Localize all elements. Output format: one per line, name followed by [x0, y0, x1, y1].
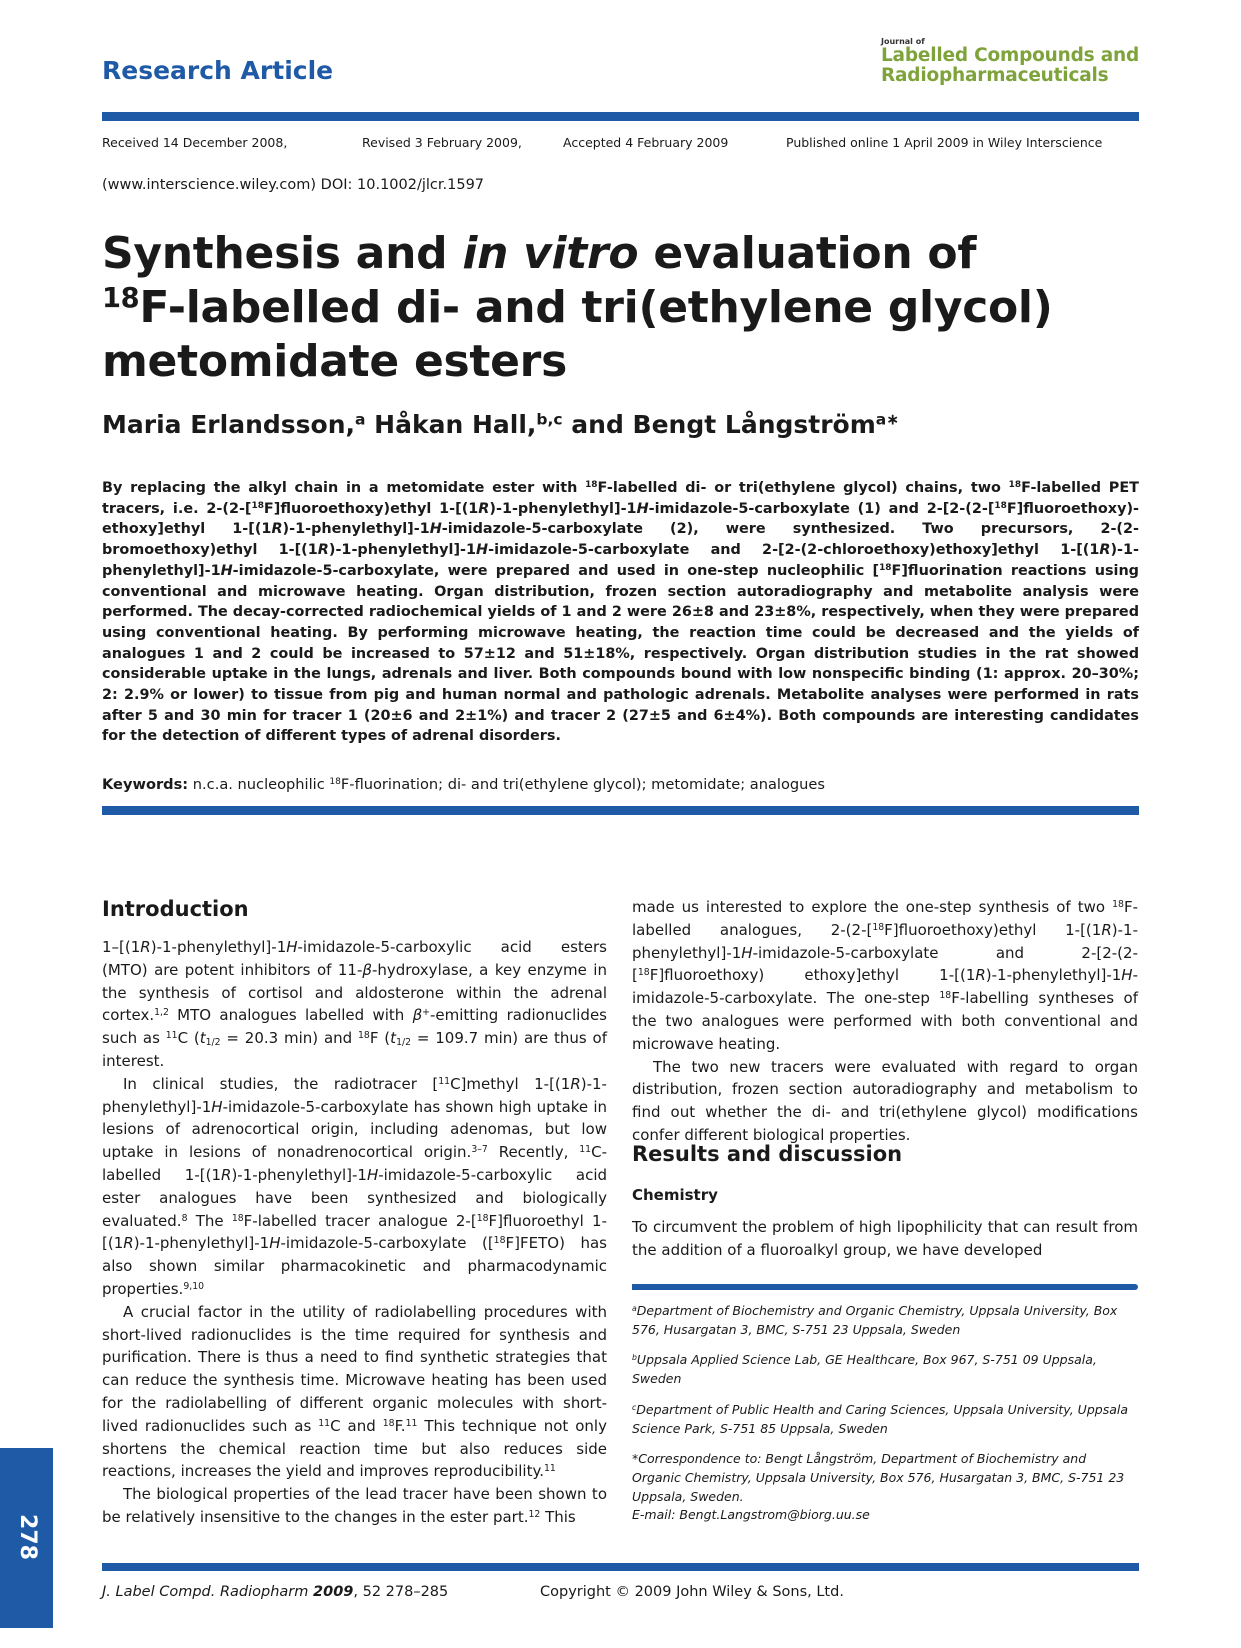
abstract-rule — [102, 806, 1139, 815]
chemistry-text: To circumvent the problem of high lipophilicity that can result from the addition of a fluoroalkyl group, we have developed — [632, 1218, 1138, 1259]
doi[interactable]: (www.interscience.wiley.com) DOI: 10.1002/jlcr.1597 — [102, 177, 485, 193]
page-number: 278 — [15, 1514, 40, 1560]
affiliations — [632, 1302, 1138, 1525]
affiliations-rule — [632, 1284, 1138, 1290]
introduction-text: 1–[(1R)-1-phenylethyl]-1H-imidazole-5-carboxylic acid esters (MTO) are potent inhibitors of 11-β-hydroxylase, a key enzyme in the synthesis of cortisol and aldosterone within the adrenal cortex.$^{1,2}$ MTO analogues labelled with β+-emitting radionuclides such as $^{11}$C ($t_{1/2} = 20.3$ min) and $^{18}$F ($t_{1/2} = 109.7$ min) are thus of interest. In clinical studies, the radiotracer [$^{11}$C]methyl 1-[(1R)-1-phenylethyl]-1H-imidazole-5-carboxylate has shown high uptake in lesions of adrenocortical origin, including adenomas, but low uptake in lesions of nonadrenocortical origin.$^{3-7}$ Recently, $^{11}$C-labelled 1-[(1R)-1-phenylethyl]-1H-imidazole-5-carboxylic acid ester analogues have been synthesized and biologically evaluated.$^8$ The $^{18}$F-labelled tracer analogue 2-[$^{18}$F]fluoroethyl 1-[(1R)-1-phenylethyl]-1H-imidazole-5-carboxylate ([$^{18}$F]FETO) has also shown similar pharmacokinetic and pharmacodynamic properties.$^{9,10}$ A crucial factor in the utility of radiolabelling procedures with short-lived radionuclides is the time required for synthesis and purification. There is thus a need to find synthetic strategies that can reduce the synthesis time. Microwave heating has been used for the radiolabelling of different organic molecules with short-lived radionuclides such as $^{11}$C and $^{18}$F.$^{11}$ This technique not only shortens the chemical reaction time but also reduces side reactions, increases the yield and improves reproducibility.$^{11}$ The biological properties of the lead tracer have been shown to be relatively insensitive to the changes in the ester part.$^{12}$ This — [102, 938, 608, 1526]
correspondence-email[interactable]: E-mail: Bengt.Langstrom@biorg.uu.se — [632, 1507, 870, 1523]
correspondence: *Correspondence to: Bengt Långström, Department of Biochemistry and Organic Chemistry, Uppsala University, Box 576, Husargatan 3, BMC, S-751 23 Uppsala, Sweden. — [632, 1451, 1125, 1504]
header-rule — [102, 112, 1139, 121]
affiliation-a: $^a$Department of Biochemistry and Organic Chemistry, Uppsala University, Box 576, Husargatan 3, BMC, S-751 23 Uppsala, Sweden — [632, 1303, 1118, 1337]
journal-logo-line1: Labelled Compounds and — [880, 45, 1139, 66]
affiliation-c: $^c$Department of Public Health and Caring Sciences, Uppsala University, Uppsala Science Park, S-751 85 Uppsala, Sweden — [632, 1401, 1128, 1436]
section-heading-results: Results and discussion — [632, 1142, 903, 1166]
keywords: Keywords: n.c.a. nucleophilic $^{18}$F-fluorination; di- and tri(ethylene glycol); metomidate; analogues — [102, 776, 825, 793]
footer-copyright: Copyright © 2009 John Wiley & Sons, Ltd. — [540, 1584, 844, 1600]
affiliation-b: $^b$Uppsala Applied Science Lab, GE Healthcare, Box 967, S-751 09 Uppsala, Sweden — [632, 1352, 1097, 1387]
footer-rule — [102, 1563, 1139, 1571]
subsection-heading-chemistry: Chemistry — [632, 1186, 718, 1204]
published-date: Published online 1 April 2009 in Wiley Interscience — [786, 135, 1103, 150]
section-heading-introduction: Introduction — [102, 897, 249, 921]
authors: Maria Erlandsson,$^a$ Håkan Hall,$^{b,c}$ and Bengt Långström$^{a∗}$ — [102, 410, 900, 439]
introduction-text-continued: made us interested to explore the one-step synthesis of two $^{18}$F-labelled analogues, 2-(2-[$^{18}$F]fluoroethoxy)ethyl 1-[(1R)-1-phenylethyl]-1H-imidazole-5-carboxylate and 2-[2-(2-[$^{18}$F]fluoroethoxy) ethoxy]ethyl 1-[(1R)-1-phenylethyl]-1H-imidazole-5-carboxylate. The one-step $^{18}$F-labelling syntheses of the two analogues were performed with both conventional and microwave heating. The two new tracers were evaluated with regard to organ distribution, frozen section autoradiography and metabolism to find out whether the di- and tri(ethylene glycol) modifications confer different biological properties. — [632, 898, 1138, 1144]
accepted-date: Accepted 4 February 2009 — [563, 135, 729, 150]
journal-logo — [881, 37, 1139, 86]
abstract: By replacing the alkyl chain in a metomidate ester with $^{18}$F-labelled di- or tri(ethylene glycol) chains, two $^{18}$F-labelled PET tracers, i.e. 2-(2-[$^{18}$F]fluoroethoxy)ethyl 1-[(1R)-1-phenylethyl]-1H-imidazole-5-carboxylate (1) and 2-[2-(2-[$^{18}$F]fluoroethoxy)-ethoxy]ethyl 1-[(1R)-1-phenylethyl]-1H-imidazole-5-carboxylate (2), were synthesized. Two precursors, 2-(2-bromoethoxy)ethyl 1-[(1R)-1-phenylethyl]-1H-imidazole-5-carboxylate and 2-[2-(2-chloroethoxy)ethoxy]ethyl 1-[(1R)-1-phenylethyl]-1H-imidazole-5-carboxylate, were prepared and used in one-step nucleophilic [$^{18}$F]fluorination reactions using conventional and microwave heating. Organ distribution, frozen section autoradiography and metabolite analysis were performed. The decay-corrected radiochemical yields of 1 and 2 were 26±8 and 23±8%, respectively, when they were prepared using conventional heating. By performing microwave heating, the reaction time could be decreased and the yields of analogues 1 and 2 could be increased to 57±12 and 51±18%, respectively. Organ distribution studies in the rat showed considerable uptake in the lungs, adrenals and liver. Both compounds bound with low nonspecific binding (1: approx. 20–30%; 2: 2.9% or lower) to tissue from pig and human normal and pathologic adrenals. Metabolite analyses were performed in rats after 5 and 30 min for tracer 1 (20±6 and 2±1%) and tracer 2 (27±5 and 6±4%). Both compounds are interesting candidates for the detection of different types of adrenal disorders. — [102, 480, 1140, 745]
article-type: Research Article — [102, 56, 334, 85]
journal-logo-line2: Radiopharmaceuticals — [880, 65, 1109, 86]
revised-date: Revised 3 February 2009, — [362, 135, 522, 150]
journal-logo-small: Journal of — [880, 37, 925, 46]
article-title: Synthesis and in vitro evaluation of $^{18}$F-labelled di- and tri(ethylene glycol) metomidate esters — [102, 228, 1053, 387]
received-date: Received 14 December 2008, — [102, 135, 288, 150]
footer-citation: J. Label Compd. Radiopharm 2009, 52 278–285 — [102, 1584, 449, 1600]
